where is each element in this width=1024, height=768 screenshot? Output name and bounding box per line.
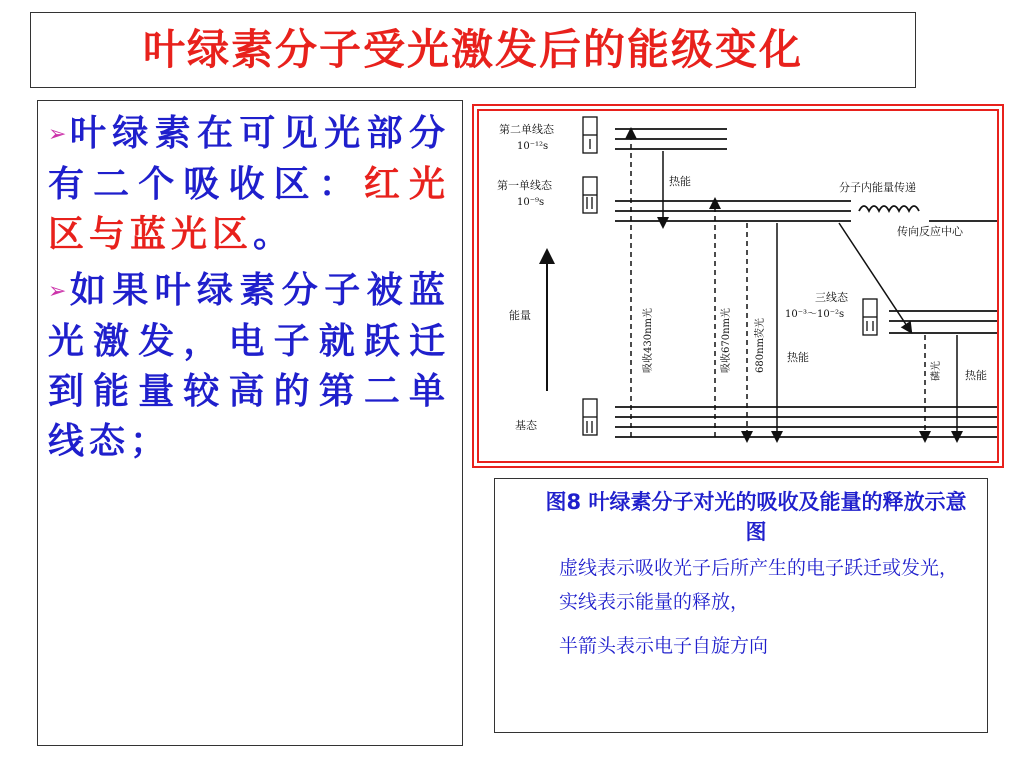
caption-title: 图8 叶绿素分子对光的吸收及能量的释放示意图 (545, 490, 967, 544)
ground-levels (615, 407, 999, 437)
caption-box (494, 478, 988, 733)
s1-levels (615, 201, 999, 221)
arrow-bullet-icon: ➢ (48, 122, 67, 147)
energy-label: 能量 (509, 309, 531, 322)
heat-label-3: 热能 (965, 369, 987, 382)
spin-boxes (583, 117, 877, 435)
s2-label: 第二单线态 (499, 123, 554, 136)
s1-label: 第一单线态 (497, 179, 552, 192)
s1-time: 10⁻⁹s (517, 197, 545, 208)
bullet-2-text: 如果叶绿素分子被蓝光激发，电子就跃迁到能量较高的第二单线态； (48, 270, 450, 462)
center-label: 传向反应中心 (897, 225, 963, 238)
abs670-label: 吸收670nm光 (721, 307, 732, 373)
phos-label: 磷光 (931, 361, 942, 381)
energy-transfer-wave (859, 206, 919, 211)
abs430-label: 吸收430nm光 (643, 307, 654, 373)
bullet-1-text: 叶绿素在可见光部分有二个吸收区： (48, 113, 450, 205)
fluor680-label: 680nm荧光 (755, 317, 766, 373)
ground-label: 基态 (515, 419, 537, 432)
transfer-label: 分子内能量传递 (839, 181, 916, 194)
caption-line-2: 实线表示能量的释放， (559, 591, 750, 613)
bullet-1-end: 。 (253, 214, 295, 255)
heat-label-2: 热能 (787, 351, 809, 364)
spin-half-arrows (587, 139, 873, 433)
caption-line-3: 半箭头表示电子自旋方向 (559, 635, 769, 657)
bullet-2 (48, 266, 450, 467)
bullet-1 (48, 109, 450, 260)
bullet-1-highlight: 红光区与蓝光区 (48, 164, 450, 255)
figure-frame (472, 104, 1004, 468)
heat-label-1: 热能 (669, 175, 691, 188)
triplet-levels (889, 311, 999, 333)
arrow-bullet-icon: ➢ (48, 279, 67, 304)
title-box (30, 12, 916, 88)
caption-line-1: 虚线表示吸收光子后所产生的电子跃迁或发光， (559, 557, 959, 579)
triplet-label: 三线态 (815, 291, 848, 304)
energy-level-diagram (479, 111, 999, 463)
page-title: 叶绿素分子受光激发后的能级变化 (142, 25, 803, 74)
s2-levels (615, 129, 727, 149)
triplet-time: 10⁻³～10⁻²s (785, 309, 845, 320)
bullet-panel (37, 100, 463, 746)
s2-time: 10⁻¹²s (517, 141, 549, 152)
figure-inner (477, 109, 999, 463)
